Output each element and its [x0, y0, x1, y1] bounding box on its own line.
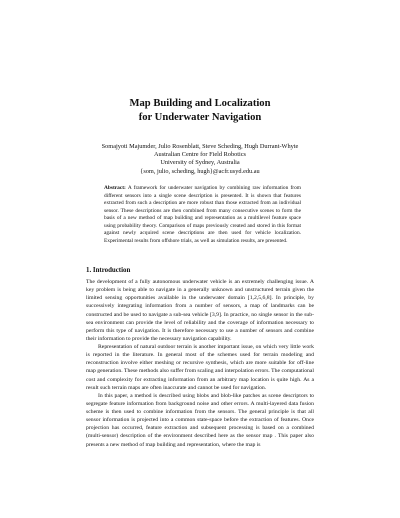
affiliation-centre: Australian Centre for Field Robotics [154, 151, 246, 159]
author-names: Somajyoti Majumder, Julio Rosenblatt, Steve Scheding, Hugh Durrant-Whyte [101, 143, 299, 150]
affiliation-university: University of Sydney, Australia [160, 159, 240, 167]
introduction-body [86, 278, 314, 449]
abstract-label: Abstract: [104, 185, 126, 191]
abstract [104, 185, 301, 245]
title-line-1: Map Building and Localization [129, 98, 271, 109]
section-heading-introduction: 1. Introduction [86, 267, 131, 274]
author-emails: {som, julio, scheding, hugh}@acfr.usyd.edu.au [140, 167, 260, 175]
abstract-text: A framework for underwater navigation by combining raw information from different sensors into a single scene description is presented. It is shown that features extracted from such a description are more robust than those extracted from an individual sensor. These descriptions are then combined from many consecutive scenes to form the basis of a new method of map building and representation as a multilevel feature space using probability theory. Comparison of maps previously created and stored in this format against newly acquired scene descriptions are then used for vehicle localization. Experimental results from offshore trials, as well as simulation results, are presented. [104, 185, 301, 244]
paragraph: In this paper, a method is described using blobs and blob-like patches as scene descriptors to segregate feature information from background noise and other errors. A multi-layered data fusion scheme is then used to combine information from the sensors. The general principle is that all sensor information is projected into a common state-space before the extraction of features. Once projection has occurred, feature extraction and subsequent processing is based on a combined (multi-sensor) description of the environment described here as the sensor map . This paper also presents a new method of map building and representation, where the map is [86, 392, 314, 448]
paragraph: Representation of natural outdoor terrain is another important issue, on which very little work is reported in the literature. In general most of the schemes used for terrain modeling and reconstruction involve either meshing or recursive synthesis, which are more suitable for off-line map generation. These methods also suffer from scaling and interpolation errors. The computational cost and complexity for extracting information from an arbitrary map location is quite high. As a result such terrain maps are often inaccurate and cannot be used for navigation. [86, 344, 314, 391]
paper-title [0, 97, 400, 125]
paragraph: The development of a fully autonomous underwater vehicle is an extremely challenging issue. A key problem is being able to navigate in a generally unknown and unstructured terrain given the limited sensing opportunities available in the underwater domain [1,2,5,6,8]. In principle, by successively integrating information from a number of sensors, a map of landmarks can be constructed and be used to navigate a sub-sea vehicle [3,9]. In practice, no single sensor in the sub-sea environment can provide the level of reliability and the coverage of information necessary to perform this type of navigation. It is therefore necessary to use a number of sensors and combine their information to provide the necessary navigation capability. [86, 279, 314, 342]
author-block [0, 143, 400, 176]
title-line-2: for Underwater Navigation [138, 112, 262, 123]
